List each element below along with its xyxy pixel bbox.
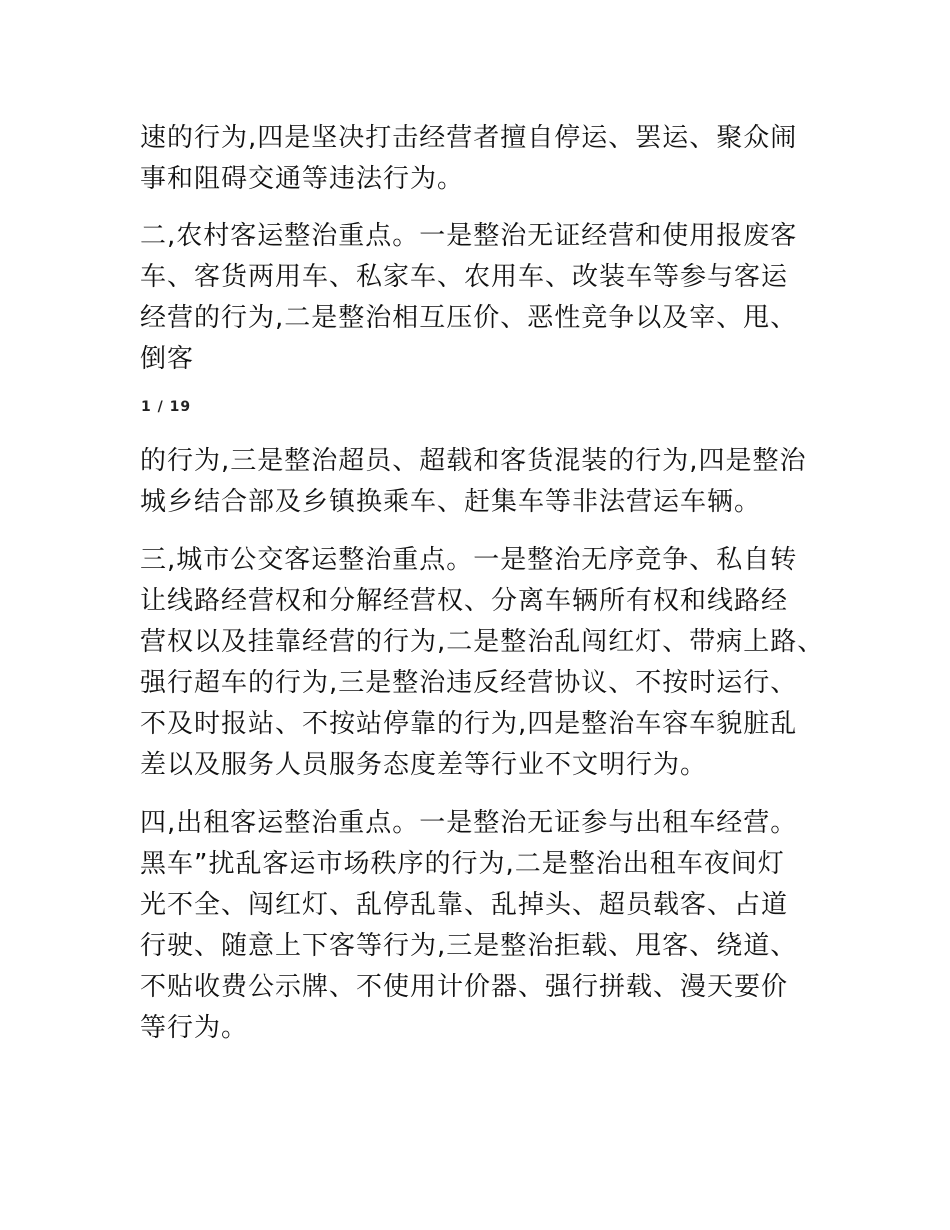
text-line: 营权以及挂靠经营的行为,二是整治乱闯红灯、带病上路、: [140, 627, 825, 657]
page-number: 1 / 19: [141, 399, 192, 415]
text-line: 强行超车的行为,三是整治违反经营协议、不按时运行、: [140, 668, 798, 698]
text-line: 车、客货两用车、私家车、农用车、改装车等参与客运: [140, 262, 789, 292]
text-line: 黑车”扰乱客运市场秩序的行为,二是整治出租车夜间灯: [140, 849, 785, 879]
paragraph-1: [140, 118, 797, 200]
text-line: 二,农村客运整治重点。一是整治无证经营和使用报废客: [140, 221, 798, 251]
paragraph-rural-transport: [140, 216, 797, 380]
text-line: 差以及服务人员服务态度差等行业不文明行为。: [140, 750, 708, 780]
text-line: 行驶、随意上下客等行为,三是整治拒载、甩客、绕道、: [140, 931, 798, 961]
text-line: 经营的行为,二是整治相互压价、恶性竞争以及宰、甩、: [140, 303, 798, 333]
paragraph-taxi: [140, 803, 797, 1049]
text-line: 三,城市公交客运整治重点。一是整治无序竞争、私自转: [140, 545, 798, 575]
text-line: 光不全、闯红灯、乱停乱靠、乱掉头、超员载客、占道: [140, 890, 789, 920]
text-line: 城乡结合部及乡镇换乘车、赶集车等非法营运车辆。: [140, 487, 762, 517]
text-line: 速的行为,四是坚决打击经营者擅自停运、罢运、聚众闹: [140, 123, 798, 153]
text-line: 的行为,三是整治超员、超载和客货混装的行为,四是整治: [140, 446, 807, 476]
text-line: 不贴收费公示牌、不使用计价器、强行拼载、漫天要价: [140, 972, 789, 1002]
text-line: 不及时报站、不按站停靠的行为,四是整治车容车貌脏乱: [140, 709, 798, 739]
text-line: 事和阻碍交通等违法行为。: [140, 164, 465, 194]
text-line: 四,出租客运整治重点。一是整治无证参与出租车经营。: [140, 808, 798, 838]
text-line: 等行为。: [140, 1013, 249, 1043]
text-line: 倒客: [140, 344, 195, 374]
paragraph-rural-transport-cont: [140, 441, 807, 523]
text-line: 让线路经营权和分解经营权、分离车辆所有权和线路经: [140, 586, 789, 616]
paragraph-city-bus: [140, 540, 824, 786]
